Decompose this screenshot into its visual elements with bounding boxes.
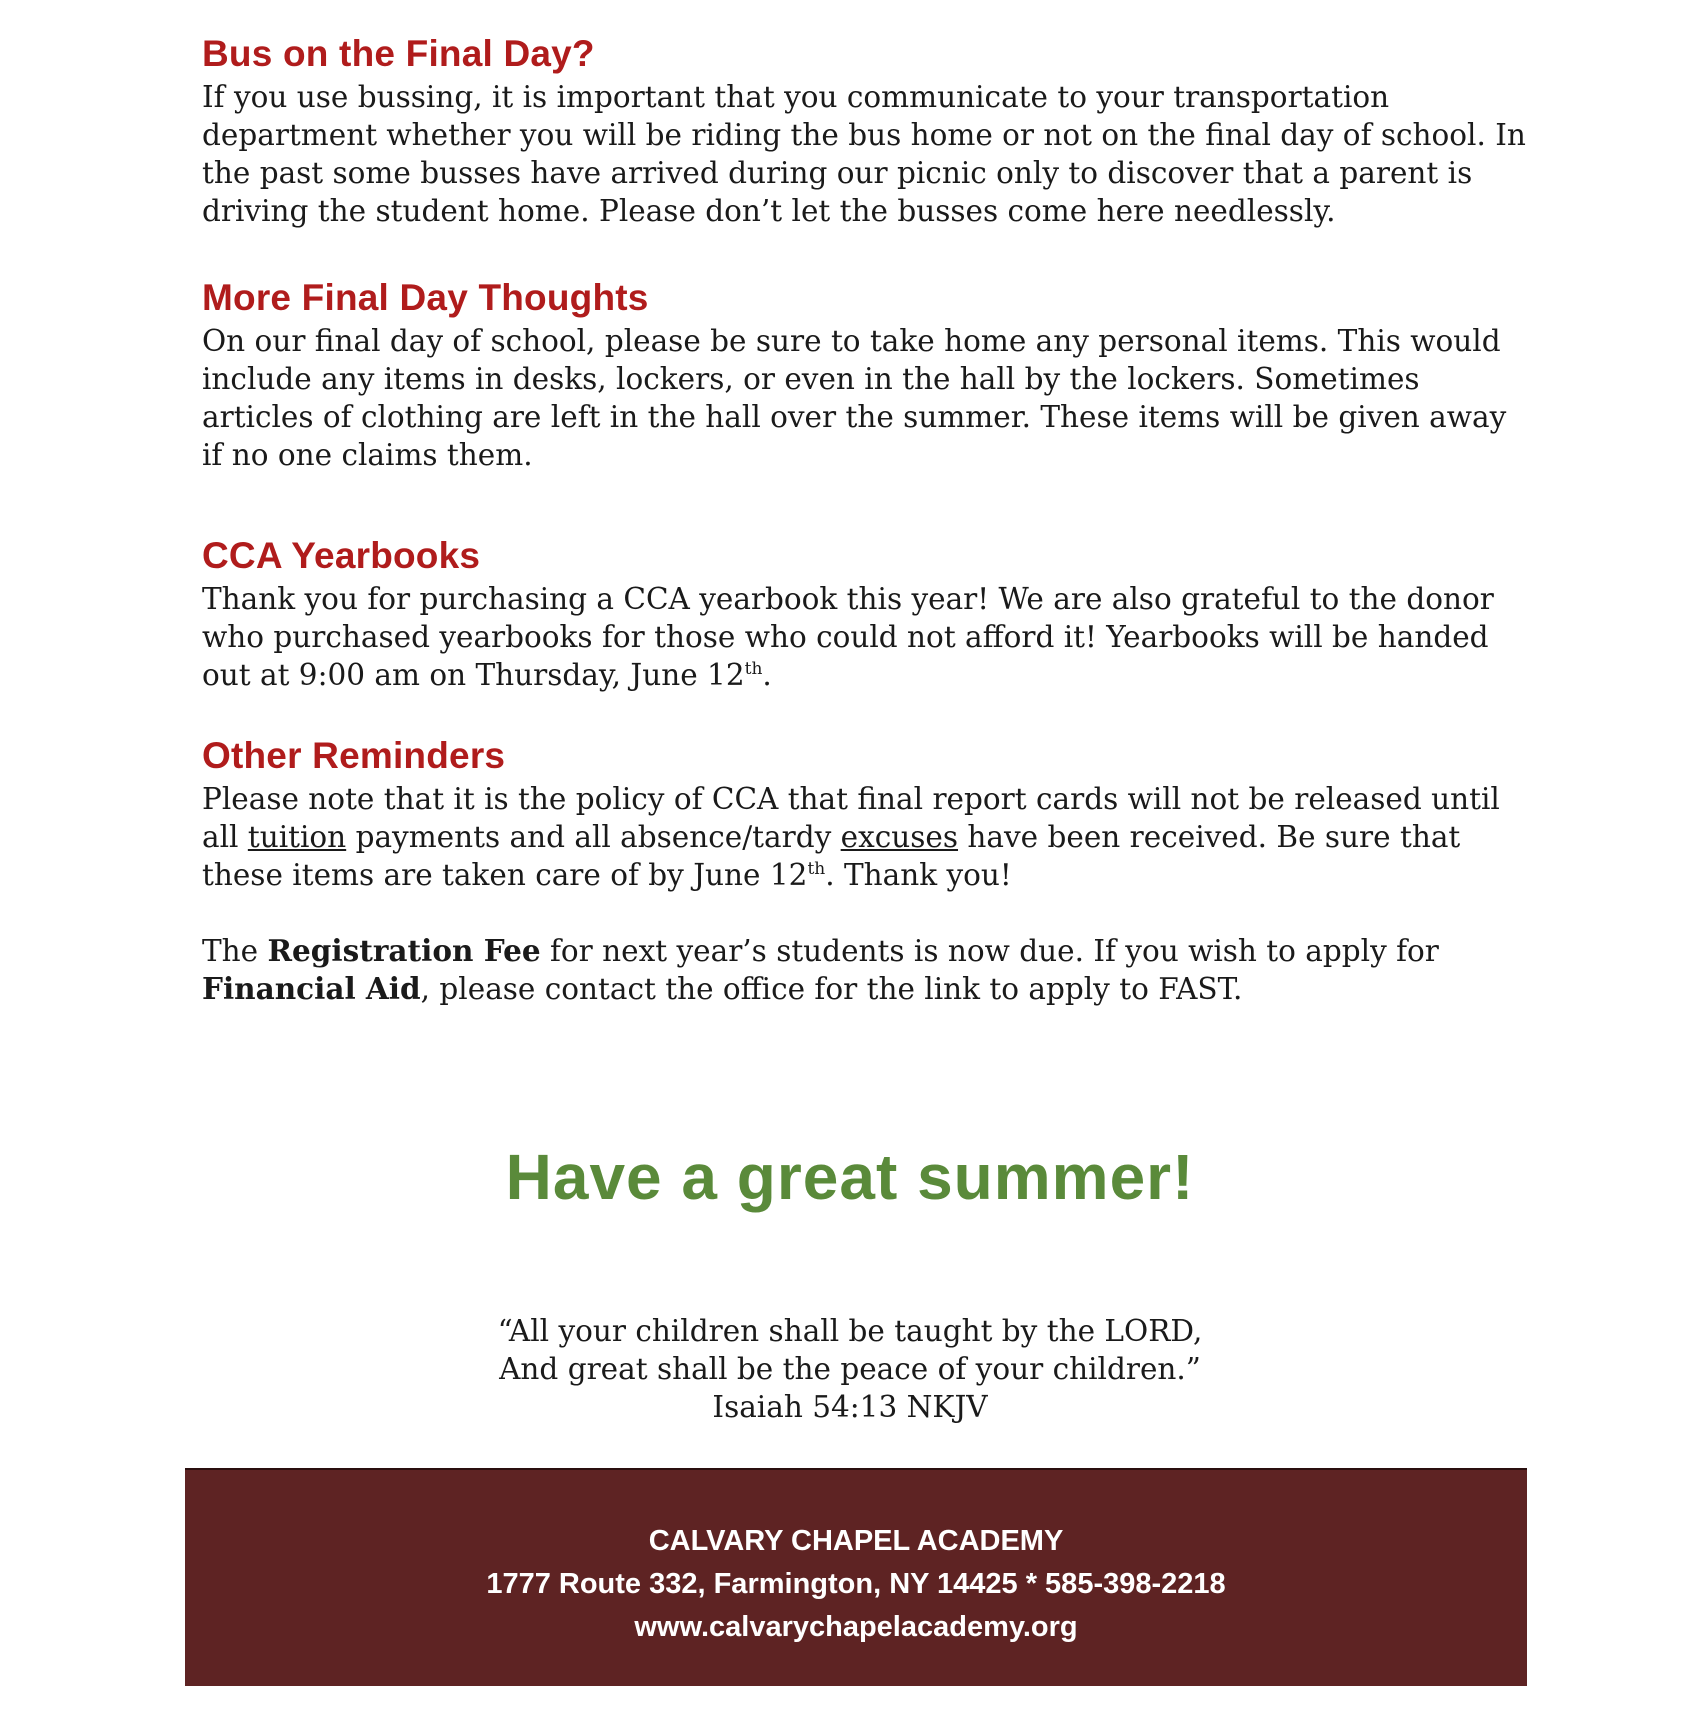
reminders-ordinal: th: [807, 859, 826, 880]
footer-address: 1777 Route 332, Farmington, NY 14425 * 585-398-2218: [486, 1568, 1226, 1600]
reminders-text-c: have been received. Be sure that these items are taken care of by June 12: [202, 820, 1461, 892]
section-body-yearbooks: [202, 580, 1532, 694]
footer-website: www.calvarychapelacademy.org: [634, 1611, 1078, 1643]
verse-line-2: And great shall be the peace of your children.”: [499, 1352, 1201, 1386]
footer-banner: [185, 1468, 1527, 1686]
registration-fee-bold: Registration Fee: [267, 933, 541, 968]
section-heading-final-day: More Final Day Thoughts: [202, 277, 649, 318]
reminders-text-a: Please note that it is the policy of CCA that final report cards will not be released until all: [202, 782, 1500, 854]
reminders-text-d: . Thank you!: [825, 858, 1012, 892]
registration-text-a: The: [202, 934, 268, 968]
section-heading-yearbooks: CCA Yearbooks: [202, 535, 481, 576]
verse-line-1: “All your children shall be taught by the LORD,: [497, 1314, 1203, 1348]
section-final-day: [202, 274, 1532, 474]
registration-text-b: for next year’s students is now due. If you wish to apply for: [540, 934, 1439, 968]
footer-school-name: CALVARY CHAPEL ACADEMY: [648, 1525, 1064, 1557]
closing-message: Have a great summer!: [505, 1141, 1195, 1213]
section-bus: [202, 30, 1532, 230]
reminders-policy-text: [202, 780, 1532, 894]
verse-reference: Isaiah 54:13 NKJV: [712, 1390, 988, 1424]
section-yearbooks: [202, 532, 1532, 694]
section-body-final-day: On our final day of school, please be sure to take home any personal items. This would include any items in desks, lockers, or even in the hall by the lockers. Sometimes articles of clothing are left in the hall over the summer. These items will be given away if no one claims them.: [202, 324, 1507, 472]
scripture-verse: [0, 1312, 1700, 1426]
yearbooks-end: .: [762, 658, 772, 692]
tuition-underlined: tuition: [247, 820, 347, 854]
yearbooks-text: Thank you for purchasing a CCA yearbook this year! We are also grateful to the donor who purchased yearbooks for those who could not afford it! Yearbooks will be handed out at 9:00 am on Thursday, June 12: [202, 582, 1494, 692]
section-heading-bus: Bus on the Final Day?: [202, 33, 595, 74]
excuses-underlined: excuses: [840, 820, 959, 854]
registration-text-c: , please contact the office for the link to apply to FAST.: [420, 972, 1243, 1006]
section-heading-reminders: Other Reminders: [202, 735, 506, 776]
yearbooks-ordinal: th: [744, 659, 763, 680]
reminders-text-b: payments and all absence/tardy: [346, 820, 841, 854]
section-reminders: [202, 732, 1532, 894]
content-area: [202, 30, 1532, 1008]
financial-aid-bold: Financial Aid: [202, 971, 421, 1006]
section-registration: [202, 932, 1532, 1008]
registration-text: [202, 932, 1532, 1008]
section-body-bus: If you use bussing, it is important that you communicate to your transportation department whether you will be riding the bus home or not on the final day of school. In the past some busses have arrived during our picnic only to discover that a parent is driving the student home. Please don’t let the busses come here needlessly.: [202, 80, 1526, 228]
